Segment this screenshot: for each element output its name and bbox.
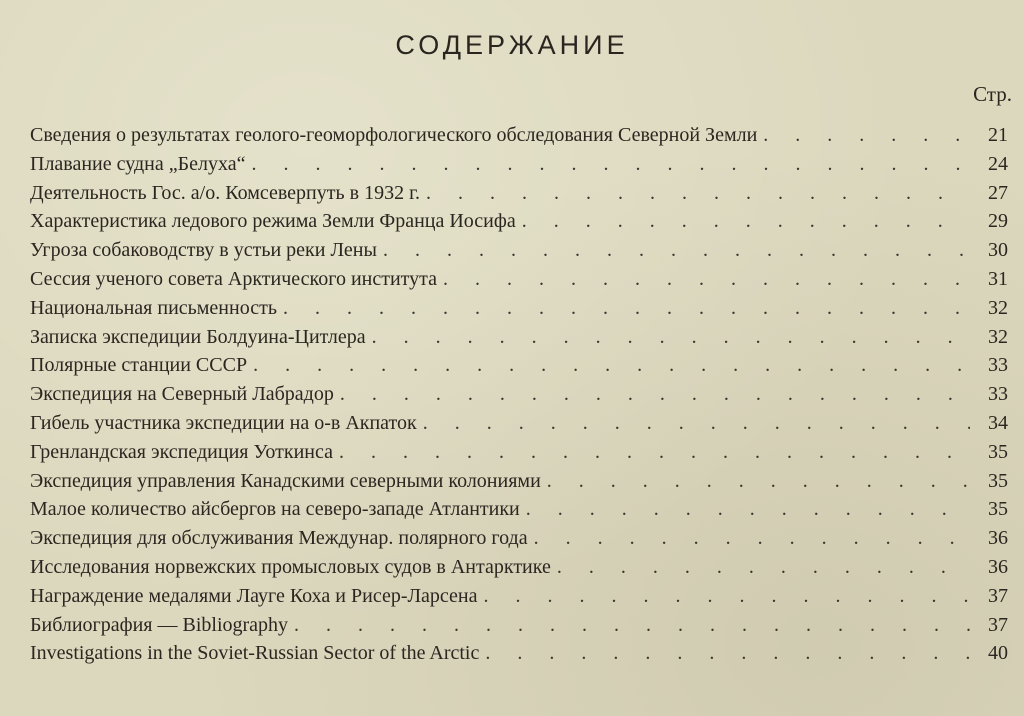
- toc-entry: [30, 268, 1008, 297]
- toc-entry-page: 35: [988, 440, 1008, 463]
- toc-entry-page: 32: [988, 325, 1008, 348]
- page-title: СОДЕРЖАНИЕ: [395, 30, 629, 60]
- dot-leader: [484, 585, 971, 608]
- toc-entry: [30, 354, 1008, 383]
- toc-entry: [30, 210, 1008, 239]
- toc-entry-title: Плавание судна „Белуха“: [30, 152, 246, 175]
- dot-leader: [339, 441, 970, 464]
- dot-leader: [443, 268, 970, 291]
- toc-entry: [30, 498, 1008, 527]
- toc-entry-title: Национальная письменность: [30, 296, 277, 319]
- toc-entry: [30, 326, 1008, 355]
- toc-entry-title: Полярные станции СССР: [30, 354, 248, 377]
- toc-entry-title: Экспедиция управления Канадскими северными колониями: [30, 469, 541, 492]
- toc-entry-title: Исследования норвежских промысловых судов в Антарктике: [30, 555, 551, 578]
- toc-entry-page: 40: [988, 642, 1008, 665]
- toc-entry-page: 21: [988, 124, 1008, 146]
- toc-entry-page: 29: [988, 210, 1008, 233]
- toc-entry-page: 27: [988, 181, 1008, 204]
- toc-entry: [30, 441, 1008, 470]
- table-of-contents: [30, 124, 1008, 671]
- toc-entry-title: Investigations in the Soviet-Russian Sector of the Arctic: [30, 642, 480, 665]
- toc-entry-page: 31: [988, 267, 1008, 290]
- toc-entry-page: 36: [988, 527, 1008, 550]
- dot-leader: [340, 383, 970, 406]
- dot-leader: [547, 470, 970, 493]
- dot-leader: [423, 412, 970, 435]
- toc-entry-title: Малое количество айсбергов на северо-западе Атлантики: [30, 498, 520, 521]
- toc-entry-page: 24: [988, 152, 1008, 175]
- dot-leader: [557, 556, 970, 579]
- toc-entry: [30, 182, 1008, 211]
- toc-entry-title: Экспедиция для обслуживания Междунар. полярного года: [30, 527, 528, 550]
- toc-entry-title: Деятельность Гос. а/о. Комсеверпуть в 1932 г.: [30, 181, 421, 204]
- toc-entry-title: Экспедиция на Северный Лабрадор: [30, 383, 334, 406]
- toc-entry-page: 35: [988, 469, 1008, 492]
- toc-entry-page: 33: [988, 383, 1008, 406]
- toc-entry: [30, 585, 1008, 614]
- dot-leader: [485, 642, 970, 665]
- dot-leader: [253, 354, 970, 377]
- dot-leader: [372, 326, 970, 349]
- toc-entry-page: 35: [988, 498, 1008, 521]
- toc-entry-title: Награждение медалями Лауге Коха и Рисер-Ларсена: [30, 584, 478, 607]
- toc-entry: [30, 153, 1008, 182]
- dot-leader: [294, 614, 970, 637]
- toc-entry-title: Записка экспедиции Болдуина-Цитлера: [30, 325, 366, 348]
- dot-leader: [522, 210, 970, 233]
- toc-entry: [30, 297, 1008, 326]
- toc-entry-page: 37: [988, 584, 1008, 607]
- toc-entry: [30, 614, 1008, 643]
- dot-leader: [426, 182, 970, 205]
- page-column-label: Стр.: [973, 82, 1012, 106]
- toc-entry: [30, 642, 1008, 671]
- toc-entry: [30, 527, 1008, 556]
- toc-entry: [30, 470, 1008, 499]
- toc-entry-page: 34: [988, 411, 1008, 434]
- toc-entry-title: Гибель участника экспедиции на о-в Акпаток: [30, 411, 417, 434]
- toc-entry-title: Характеристика ледового режима Земли Франца Иосифа: [30, 210, 516, 233]
- toc-entry: [30, 412, 1008, 441]
- toc-entry-page: 37: [988, 613, 1008, 636]
- dot-leader: [283, 297, 970, 320]
- toc-entry-title: Гренландская экспедиция Уоткинса: [30, 440, 333, 463]
- toc-entry: [30, 239, 1008, 268]
- dot-leader: [251, 153, 970, 176]
- toc-entry: [30, 124, 1008, 153]
- toc-entry-title: Сессия ученого совета Арктического института: [30, 267, 438, 290]
- toc-entry-page: 32: [988, 296, 1008, 319]
- dot-leader: [763, 124, 970, 147]
- toc-entry: [30, 383, 1008, 412]
- toc-entry-title: Библиография — Bibliography: [30, 613, 289, 636]
- toc-entry: [30, 556, 1008, 585]
- toc-entry-title: Сведения о результатах геолого-геоморфологического обследования Северной Земли: [30, 124, 758, 146]
- toc-entry-page: 36: [988, 555, 1008, 578]
- toc-entry-page: 33: [988, 354, 1008, 377]
- toc-entry-page: 30: [988, 239, 1008, 262]
- dot-leader: [534, 527, 970, 550]
- dot-leader: [526, 498, 970, 521]
- toc-entry-title: Угроза собаководству в устьи реки Лены: [30, 239, 377, 262]
- dot-leader: [383, 239, 970, 262]
